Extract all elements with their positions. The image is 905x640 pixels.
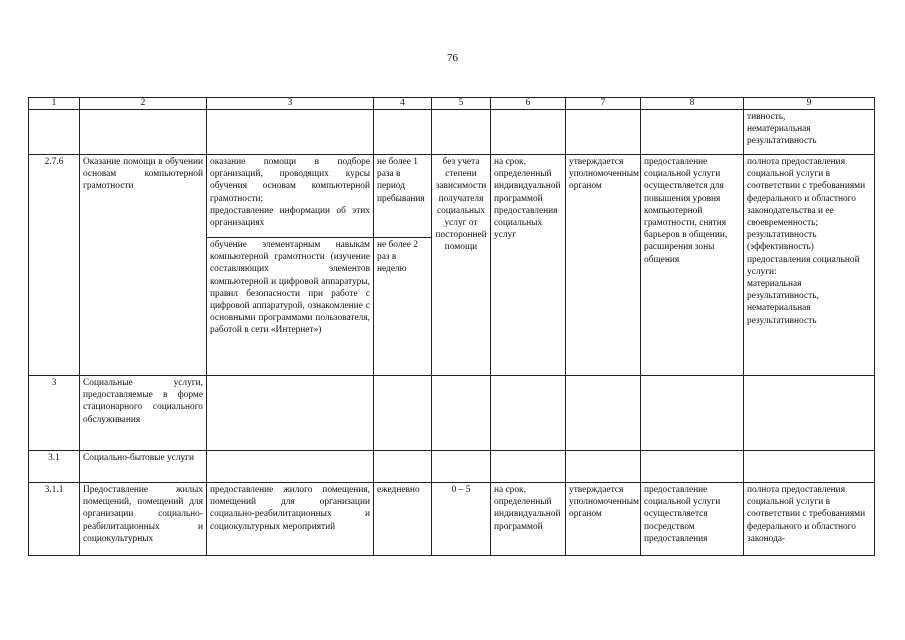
column-number: 8 <box>641 98 744 110</box>
table-cell <box>80 110 207 155</box>
row-number: 3 <box>29 376 80 451</box>
services-table <box>28 97 875 556</box>
column-number: 9 <box>744 98 875 110</box>
service-term: на срок, определенный индивидуальной программой предоставления социальных услуг <box>491 155 566 376</box>
table-cell <box>432 451 491 483</box>
service-name: Оказание помощи в обучении основам компьютерной грамотности <box>80 155 207 376</box>
table-cell: тивность, нематериальная результативность <box>744 110 875 155</box>
service-dependency: 0 – 5 <box>432 483 491 556</box>
column-number: 4 <box>374 98 432 110</box>
column-number: 7 <box>566 98 641 110</box>
table-row <box>29 376 875 451</box>
table-cell <box>641 376 744 451</box>
table-cell <box>374 376 432 451</box>
page-number: 76 <box>447 52 458 64</box>
service-frequency: не более 1 раза в период пребывания <box>374 155 432 238</box>
table-cell <box>491 110 566 155</box>
table-cell <box>641 451 744 483</box>
table-cell <box>566 451 641 483</box>
row-number: 2.7.6 <box>29 155 80 376</box>
table-cell <box>432 376 491 451</box>
service-term: на срок, определенный индивидуальной программой <box>491 483 566 556</box>
column-number: 3 <box>207 98 374 110</box>
column-number: 2 <box>80 98 207 110</box>
table-cell <box>491 451 566 483</box>
table-cell <box>566 376 641 451</box>
table-cell <box>744 376 875 451</box>
table-cell <box>432 110 491 155</box>
service-dependency: без учета степени зависимости получателя социальных услуг от посторонней помощи <box>432 155 491 376</box>
table-row <box>29 451 875 483</box>
table-cell <box>29 110 80 155</box>
table-cell <box>207 110 374 155</box>
service-quality: полнота предоставления социальной услуги в соответствии с требованиями федерального и областного законода- <box>744 483 875 556</box>
service-content: предоставление жилого помещения, помещений для организации социально-реабилитационных и социокультурных мероприятий <box>207 483 374 556</box>
service-tariff: утверждается уполномоченным органом <box>566 155 641 376</box>
column-number: 6 <box>491 98 566 110</box>
service-conditions: предоставление социальной услуги осуществляется для повышения уровня компьютерной грамотности, снятия барьеров в общении, расширения зоны общения <box>641 155 744 376</box>
column-number-row <box>29 98 875 110</box>
table-row <box>29 155 875 238</box>
service-name: Предоставление жилых помещений, помещений для организации социально-реабилитационных и социокультурных <box>80 483 207 556</box>
service-name: Социально-бытовые услуги <box>80 451 207 483</box>
table-row <box>29 483 875 556</box>
service-content: оказание помощи в подборе организаций, проводящих курсы обучения основам компьютерной грамотности; предоставление информации об этих организациях <box>207 155 374 238</box>
column-number: 1 <box>29 98 80 110</box>
table-cell <box>566 110 641 155</box>
table-row <box>29 110 875 155</box>
table-cell <box>491 376 566 451</box>
table-cell <box>744 451 875 483</box>
service-tariff: утверждается уполномоченным органом <box>566 483 641 556</box>
table-cell <box>207 451 374 483</box>
service-content: обучение элементарным навыкам компьютерной грамотности (изучение составляющих элементов компьютерной и цифровой аппаратуры, правил безопасности при работе с цифровой аппаратурой, ознакомление с основными программами пользователя, работой в сети «Интернет») <box>207 238 374 376</box>
row-number: 3.1.1 <box>29 483 80 556</box>
table-cell <box>641 110 744 155</box>
service-frequency: не более 2 раз в неделю <box>374 238 432 376</box>
table-cell <box>374 110 432 155</box>
table-cell <box>207 376 374 451</box>
table-cell <box>374 451 432 483</box>
service-name: Социальные услуги, предоставляемые в форме стационарного социального обслуживания <box>80 376 207 451</box>
service-conditions: предоставление социальной услуги осуществляется посредством предоставления <box>641 483 744 556</box>
row-number: 3.1 <box>29 451 80 483</box>
service-quality: полнота предоставления социальной услуги в соответствии с требованиями федерального и областного законодательства и ее своевременность; результативность (эффективность) предоставления социальной услуги: материальная результативность, нематериальная результативность <box>744 155 875 376</box>
column-number: 5 <box>432 98 491 110</box>
service-frequency: ежедневно <box>374 483 432 556</box>
